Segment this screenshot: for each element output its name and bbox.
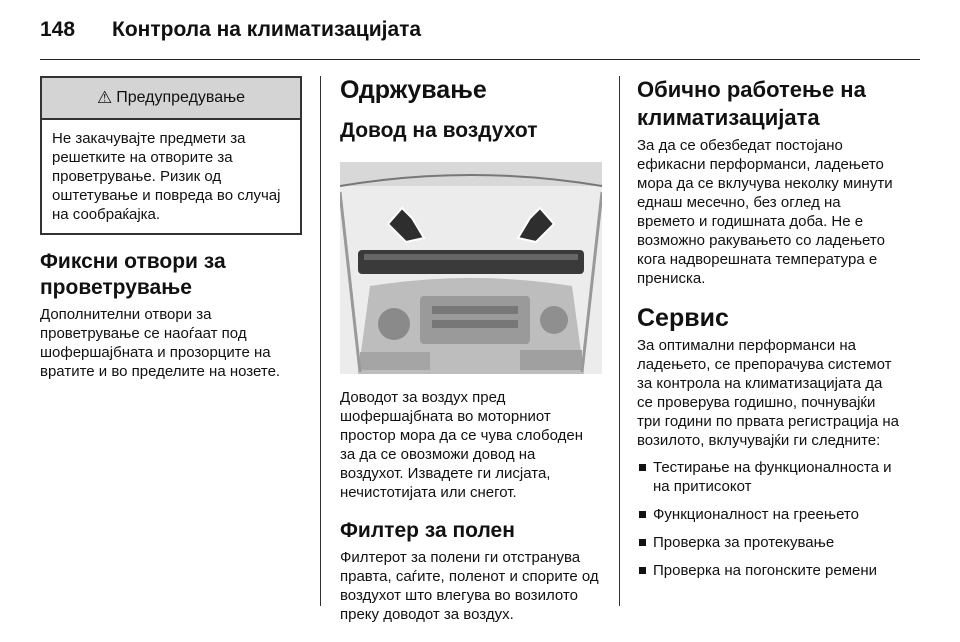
warning-title: Предупредување (116, 89, 246, 106)
bullet-square-icon (639, 539, 646, 546)
bullet-square-icon (639, 511, 646, 518)
column-right (637, 76, 901, 589)
regular-operation-text: За да се обезбедат постојано ефикасни перформанси, ладењето мора да се вклучува неколку минути еднаш месечно, без оглед на времето и годишната доба. Не е возможно ракувањето со ладењето кога надворешната температура е прениска. (637, 137, 893, 287)
list-item: Проверка на погонските ремени (637, 561, 901, 580)
maintenance-title: Одржување (340, 76, 487, 104)
column-divider (320, 76, 321, 606)
service-text: За оптимални перформанси на ладењето, се препорачува системот за контрола на климатизацијата да се проверува годишно, почнувајќи три години по првата регистрација на возилото, вклучувајќи ги следните: (637, 337, 900, 449)
header-rule (40, 59, 920, 60)
bullet-square-icon (639, 464, 646, 471)
bullet-square-icon (639, 567, 646, 574)
warning-box (40, 76, 302, 235)
warning-header (42, 78, 300, 120)
warning-text: Не закачувајте предмети за решетките на отворите за проветрување. Ризик од оштетување и повреда во случај на сообраќајка. (52, 130, 281, 223)
column-left (40, 76, 302, 381)
air-intake-title: Довод на воздухот (340, 119, 538, 142)
pollen-filter-text: Филтерот за полени ги отстранува правта, саѓите, поленот и спорите од воздухот што влегува во возилото преку доводот за воздух. (340, 549, 599, 623)
engine-bay-figure (340, 162, 602, 374)
column-middle (340, 76, 602, 624)
column-divider (619, 76, 620, 606)
list-item: Проверка за протекување (637, 533, 901, 552)
section-title-vents: Фиксни отвори за проветрување (40, 250, 226, 299)
list-item: Тестирање на функционалноста и на притисокот (637, 458, 901, 496)
pollen-filter-title: Филтер за полен (340, 519, 515, 542)
section-text-vents: Дополнителни отвори за проветрување се наоѓаат под шофершајбната и прозорците на вратите и во пределите на нозете. (40, 306, 281, 380)
service-title: Сервис (637, 304, 729, 332)
page-header (40, 18, 421, 42)
regular-operation-title: Обично работење на климатизацијата (637, 77, 866, 130)
warning-icon: ⚠ (96, 88, 113, 107)
service-checklist (637, 458, 901, 580)
chapter-title: Контрола на климатизацијата (112, 18, 422, 41)
air-intake-text: Доводот за воздух пред шофершајбната во моторниот простор мора да се чува слободен за да се овозможи довод на воздухот. Извадете ги лисјата, нечистотијата или снегот. (340, 389, 584, 501)
list-item: Функционалност на греењето (637, 505, 901, 524)
page-number: 148 (40, 18, 76, 41)
